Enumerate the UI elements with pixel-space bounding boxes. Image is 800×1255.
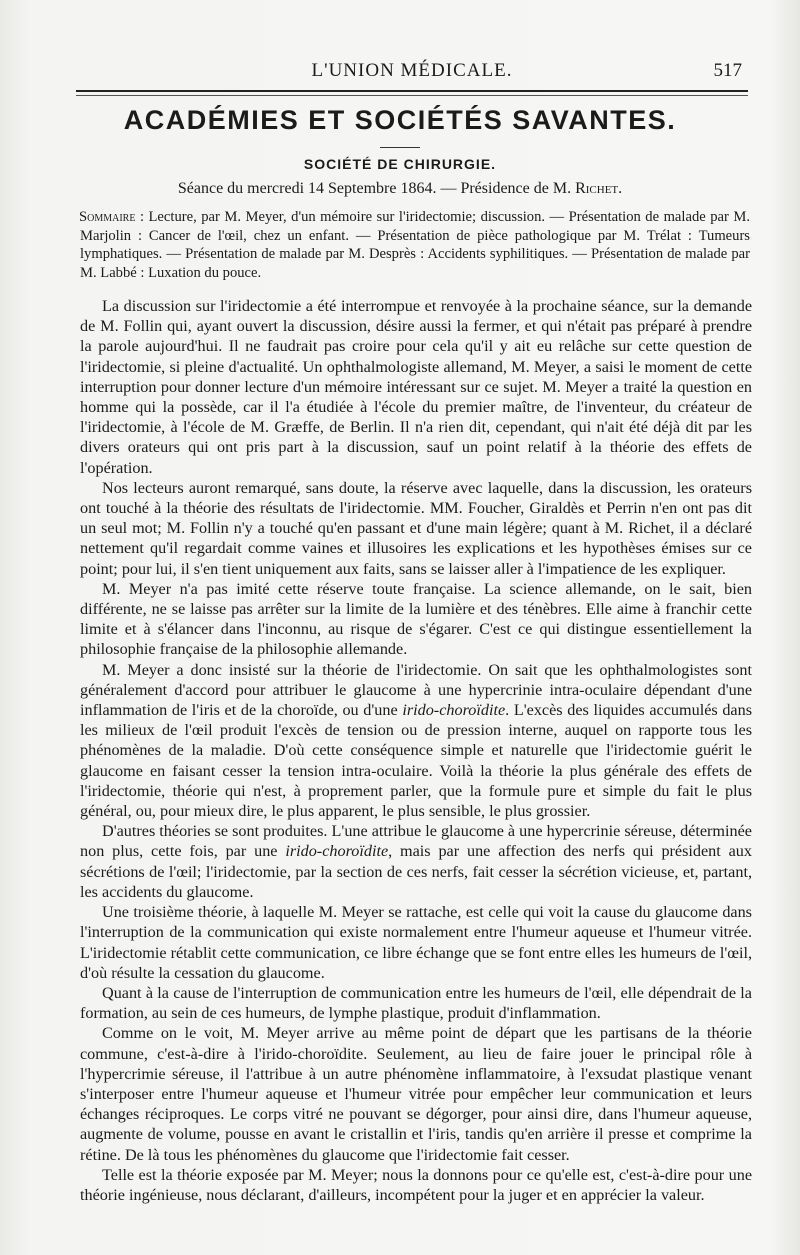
section-divider xyxy=(380,147,420,148)
italic-term: irido-choroïdite xyxy=(402,701,506,720)
summary xyxy=(80,208,750,282)
paragraph: Comme on le voit, M. Meyer arrive au même point de départ que les partisans de la théorie commune, c'est-à-dire à l'irido-choroïdite. Seulement, au lieu de faire jouer le principal rôle à l'hypercrimie séreuse, il l'attribue à un autre phénomène inflammatoire, à l'exsudat plastique venant s'interposer entre l'humeur aqueuse et l'humeur vitrée pour empêcher leur communication et leurs échanges réciproques. Le corps vitré ne pouvant se dégorger, pour ainsi dire, dans l'humeur aqueuse, augmente de volume, pousse en avant le cristallin et l'iris, tandis qu'en arrière il presse et comprime la rétine. De là tous les phénomènes du glaucome que l'iridectomie fait cesser. xyxy=(80,1024,752,1164)
summary-text: : Lecture, par M. Meyer, d'un mémoire sur l'iridectomie; discussion. — Présentation de malade par M. Marjolin : Cancer de l'œil, chez un enfant. — Présentation de pièce pathologique par M. Trélat : Tumeurs lymphatiques. — Présentation de malade par M. Desprès : Accidents syphilitiques. — Présentation de malade par M. Labbé : Luxation du pouce. xyxy=(80,209,750,281)
paragraph: Telle est la théorie exposée par M. Meyer; nous la donnons pour ce qu'elle est, c'est-à-dire pour une théorie ingénieuse, nous déclarant, d'ailleurs, incompétent pour la juger et en apprécier la valeur. xyxy=(80,1165,752,1204)
paragraph: Une troisième théorie, à laquelle M. Meyer se rattache, est celle qui voit la cause du glaucome dans l'interruption de la communication qui existe normalement entre l'humeur aqueuse et l'humeur vitrée. L'iridectomie rétablit cette communication, ce libre échange que se font entre elles les humeurs de l'œil, d'où résulte la cessation du glaucome. xyxy=(80,903,752,982)
society-title: SOCIÉTÉ DE CHIRURGIE. xyxy=(303,156,497,172)
session-text: Séance du mercredi 14 Septembre 1864. — Présidence de M. xyxy=(177,180,576,197)
summary-label: Sommaire xyxy=(79,209,136,225)
session-line xyxy=(0,180,800,198)
header-rule-thin xyxy=(76,95,748,96)
journal-title: L'UNION MÉDICALE. xyxy=(311,60,513,81)
paragraph: La discussion sur l'iridectomie a été interrompue et renvoyée à la prochaine séance, sur la demande de M. Follin qui, ayant ouvert la discussion, désire aussi la fermer, et qui n'était pas préparé à prendre la parole aujourd'hui. Il ne faudrait pas croire pour cela qu'il y ait eu relâche sur cette question de l'iridectomie, si pleine d'actualité. Un ophthalmologiste allemand, M. Meyer, a saisi le moment de cette interruption pour donner lecture d'un mémoire intéressant sur ce sujet. M. Meyer a traité la question en homme qui la possède, car il l'a étudiée à l'école du premier maître, de l'inventeur, du créateur de l'iridectomie, à l'école de M. Græffe, de Berlin. Il n'a rien dit, cependant, qui n'ait été déjà dit par les divers orateurs qui ont pris part à la discussion, sauf un point relatif à la théorie des effets de l'opération. xyxy=(80,297,752,477)
paragraph: Nos lecteurs auront remarqué, sans doute, la réserve avec laquelle, dans la discussion, les orateurs ont touché à la théorie des résultats de l'iridectomie. MM. Foucher, Giraldès et Perrin n'en ont pas dit un seul mot; M. Follin n'y a touché qu'en passant et d'une main légère; quant à M. Richet, il a déclaré nettement qu'il regardait comme vaines et illusoires les explications et les hypothèses émises sur ce point; pour lui, il s'en tient uniquement aux faits, sans se laisser aller à l'impatience de les expliquer. xyxy=(80,478,752,578)
paragraph: Quant à la cause de l'interruption de communication entre les humeurs de l'œil, elle dépendrait de la formation, au sein de ces humeurs, de lymphe plastique, produit d'inflammation. xyxy=(80,983,752,1023)
paragraph: M. Meyer n'a pas imité cette réserve toute française. La science allemande, on le sait, bien différente, ne se laisse pas arrêter sur la limite de la lumière et des ténèbres. Elle aime à franchir cette limite et à s'élancer dans l'inconnu, au risque de s'égarer. C'est ce qui distingue essentiellement la philosophie française de la philosophie allemande. xyxy=(80,579,752,659)
article-body xyxy=(80,296,752,1205)
page-number: 517 xyxy=(713,60,742,81)
section-title: ACADÉMIES ET SOCIÉTÉS SAVANTES. xyxy=(123,105,677,135)
session-end: . xyxy=(618,180,623,197)
header-rule xyxy=(76,90,748,92)
italic-term: irido-choroïdite xyxy=(285,842,389,861)
paragraph: D'autres théories se sont produites. L'une attribue le glaucome à une hypercrinie séreuse, déterminée non plus, cette fois, par une irido-choroïdite, mais par une affection des nerfs qui président aux sécrétions de l'œil; l'iridectomie, par la section de ces nerfs, fait cesser la sécrétion vicieuse, et, partant, les accidents du glaucome. xyxy=(80,822,752,901)
paragraph: M. Meyer a donc insisté sur la théorie de l'iridectomie. On sait que les ophthalmologistes sont généralement d'accord pour attribuer le glaucome à une hypercrinie intra-oculaire dépendant d'une inflammation de l'iris et de la choroïde, ou d'une irido-choroïdite. L'excès des liquides accumulés dans les milieux de l'œil produit l'excès de tension ou de pression interne, auquel on rapporte tous les phénomènes de la maladie. D'où cette conséquence simple et naturelle que l'iridectomie guérit le glaucome en faisant cesser la tension intra-oculaire. Voilà la théorie la plus générale des effets de l'iridectomie, théorie qui n'est, à proprement parler, que la formule pure et simple du fait le plus général, ou, pour mieux dire, le plus apparent, le plus sensible, le plus grossier. xyxy=(80,660,753,821)
running-head xyxy=(76,58,748,86)
session-president: Richet xyxy=(575,180,619,197)
